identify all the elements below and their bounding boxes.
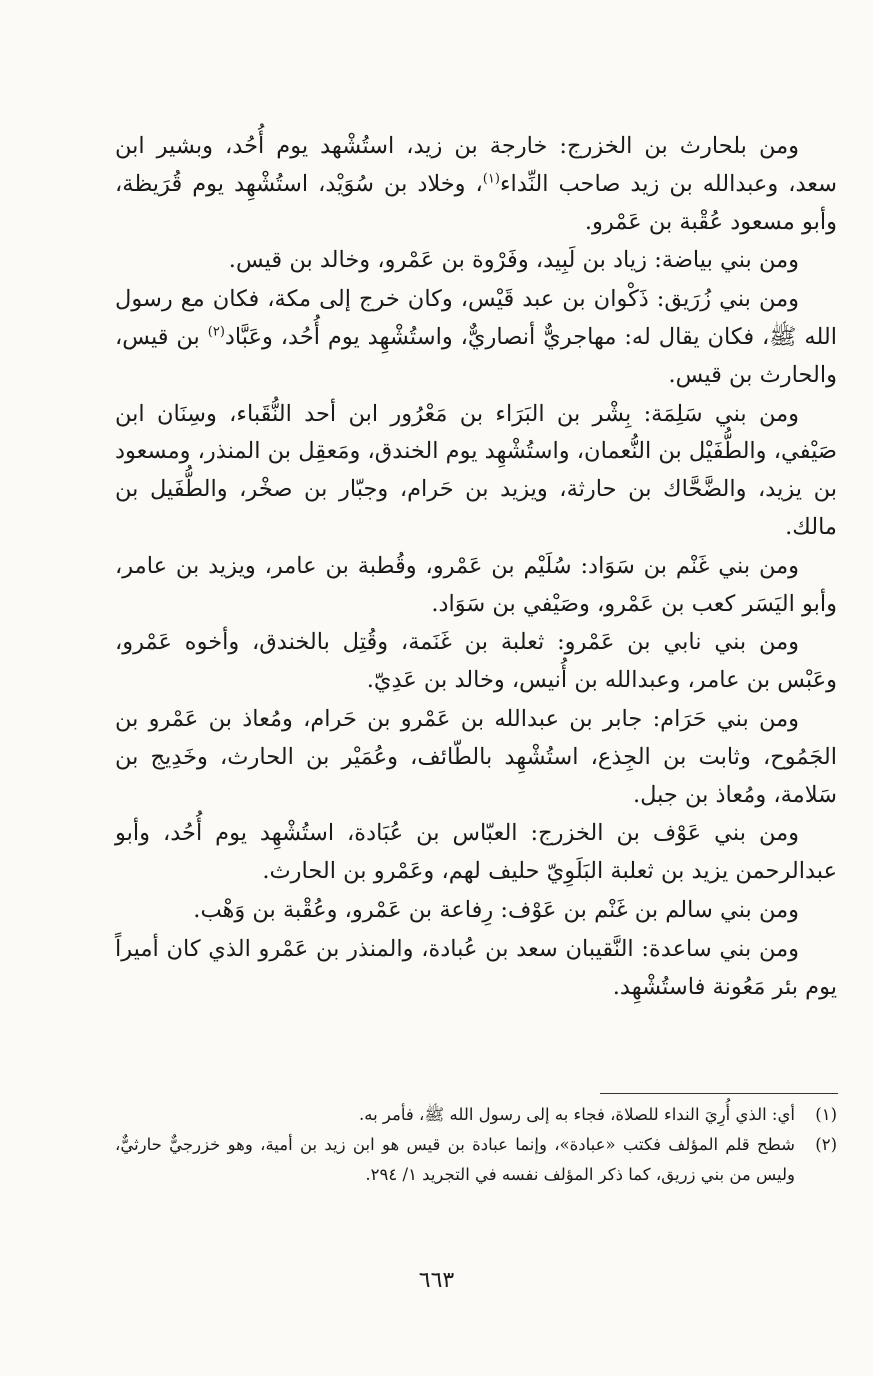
footnote-ref-2[interactable]: (٢) — [207, 324, 225, 340]
paragraph-bani-saida: ومن بني ساعدة: النَّقيبان سعد بن عُبادة، والمنذر بن عَمْرو الذي كان أميراً يوم بئر مَعُونة فاستُشْهِد. — [115, 935, 837, 1000]
footnote-text: أي: الذي أُرِيَ النداء للصلاة، فجاء به إلى رسول الله ﷺ، فأمر به. — [358, 1105, 795, 1124]
footnote-number: (٢) — [815, 1135, 837, 1154]
paragraph-bani-haram: ومن بني حَرَام: جابر بن عبدالله بن عَمْرو بن حَرام، ومُعاذ بن عَمْرو بن الجَمُوح، وثابت بن الجِذع، استُشْهِد بالطّائف، وعُمَيْر بن الحارث، وخَدِيج بن سَلامة، ومُعاذ بن جبل. — [115, 705, 837, 808]
paragraph-bani-salim: ومن بني سالم بن غَنْم بن عَوْف: رِفاعة بن عَمْرو، وعُقْبة بن وَهْب. — [193, 896, 799, 923]
footnote-separator — [600, 1093, 838, 1094]
footnote-number: (١) — [815, 1105, 837, 1124]
footnote-text: شطح قلم المؤلف فكتب «عبادة»، وإنما عبادة بن قيس هو ابن زيد بن أمية، وهو خزرجيٌّ حارثيٌّ، وليس من بني زريق، كما ذكر المؤلف نفسه في التجريد ١/ ٢٩٤. — [115, 1135, 795, 1184]
paragraph-bani-zurayq: ومن بني زُرَيق: ذَكْوان بن عبد قَيْس، وكان خرج إلى مكة، فكان مع رسول الله ﷺ، فكان يقال له: مهاجريٌّ أنصاريٌّ، واستُشْهِد يوم أُحُد، وعَبَّاد$^{(٢)}$ بن قيس، والحارث بن قيس. — [115, 286, 837, 388]
footnote-ref-1[interactable]: (١) — [482, 171, 500, 187]
main-text — [115, 128, 837, 1007]
paragraph-bani-bayada: ومن بني بياضة: زياد بن لَبِيد، وفَرْوة بن عَمْرو، وخالد بن قيس. — [228, 247, 799, 274]
footnote-1 — [115, 1100, 837, 1130]
paragraph-bani-salima: ومن بني سَلِمَة: بِشْر بن البَرَاء بن مَعْرُور ابن أحد النُّقَباء، وسِنَان ابن صَيْفي، والطُّفَيْل بن النُّعمان، واستُشْهِد يوم الخندق، ومَعقِل بن المنذر، ومسعود بن يزيد، والضَّحَّاك بن حارثة، ويزيد بن حَرام، وجبّار بن صخْر، والطُّفَيل بن مالك. — [115, 400, 837, 540]
paragraph-bani-awf: ومن بني عَوْف بن الخزرج: العبّاس بن عُبَادة، استُشْهِد يوم أُحُد، وأبو عبدالرحمن يزيد بن ثعلبة البَلَوِيّ حليف لهم، وعَمْرو بن الحارث. — [115, 820, 837, 885]
footnotes — [115, 1100, 837, 1190]
footnote-2 — [115, 1130, 837, 1190]
page-number: ٦٦٣ — [418, 1268, 455, 1293]
paragraph-bani-harith: ومن بلحارث بن الخزرج: خارجة بن زيد، استُشْهد يوم أُحُد، وبشير ابن سعد، وعبدالله بن زيد صاحب النِّداء$^{(١)}$، وخلاد بن سُوَيْد، استُشْهِد يوم قُرَيظة، وأبو مسعود عُقْبة بن عَمْرو. — [115, 133, 837, 235]
paragraph-bani-ghanm: ومن بني غَنْم بن سَوَاد: سُلَيْم بن عَمْرو، وقُطبة بن عامر، ويزيد بن عامر، وأبو اليَسَر كعب بن عَمْرو، وصَيْفي بن سَوَاد. — [115, 552, 837, 617]
paragraph-bani-nabi: ومن بني نابي بن عَمْرو: ثعلبة بن غَنَمة، وقُتِل بالخندق، وأخوه عَمْرو، وعَبْس بن عامر، وعبدالله بن أُنيس، وخالد بن عَدِيّ. — [115, 629, 837, 694]
